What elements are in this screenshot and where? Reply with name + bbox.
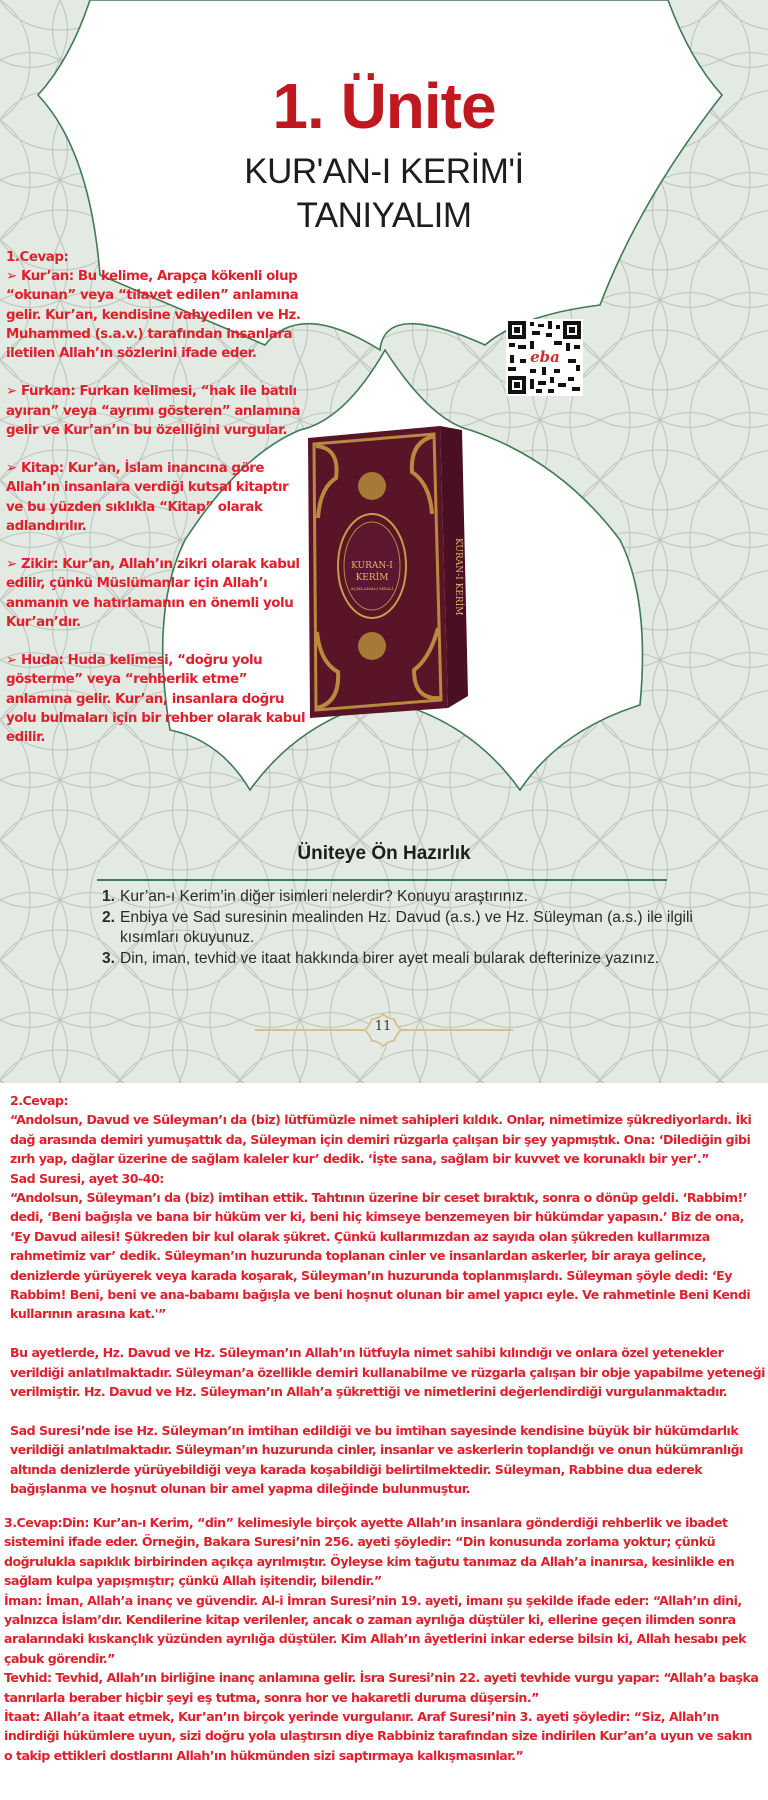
bullet-arrow-icon: ➢ (6, 557, 17, 573)
spacer (10, 1401, 766, 1420)
answer-3-tevhid: Tevhid: Tevhid, Allah’ın birliğine inanç anlamına gelir. İsra Suresi’nin 22. ayeti tevhide vurgu yapar: “Allah’a başka tanrılarla beraber hiçbir şeyi eş tutma, sonra hor ve hakaretli duruma düşersin.” (4, 1670, 759, 1705)
answer-3-iman: İman: İman, Allah’a inanç ve güvendir. Al-i İmran Suresi’nin 19. ayeti, imanı şu şekilde ifade eder: “Allah’ın dini, yalnızca İslam’dır. Kendilerine kitap verilenler, ancak o zaman ayrılığa düştüler ki, ellerine geçen ilimden sonra aralarındaki kıskançlık yüzünden ayrılığa düştüler. Kim Allah’ın âyetlerini inkar ederse bilsin ki, Allah hesabı pek çabuk görendir.” (4, 1592, 746, 1666)
svg-text:AÇIKLAMALI MEALİ: AÇIKLAMALI MEALİ (350, 586, 394, 591)
answer-1-item: ➢ Kitap: Kur’an, İslam inancına göre Allah’ın insanlara verdiği kutsal kitaptır ve bu yüzden sıklıkla “Kitap” olarak adlandırılır. (6, 461, 289, 534)
answer-2-paragraph-2: Sad Suresi’nde ise Hz. Süleyman’ın imtihan edildiği ve bu imtihan sayesinde kendisine büyük bir hükümdarlık verildiği anlatılmaktadır. Süleyman’ın huzurunda cinler, insanlar ve askerlerin toplandığı ve onun hükümranlığı altında denizlerde yürüyebildiği veya karada koşabildiği belirtilmektedir. Süleyman, Rabbine dua ederek bağışlanma ve hoşnut olunan bir amel yapma dileğinde bulunmuştur. (10, 1422, 743, 1497)
preparation-list (102, 887, 702, 969)
page-number: 11 (374, 1019, 392, 1034)
spacer (10, 1324, 766, 1343)
answer-1-heading: 1.Cevap: (6, 250, 69, 265)
answer-3-itaat: İtaat: Allah’a itaat etmek, Kur’an’ın birçok yerinde vurgulanır. Araf Suresi’nin 3. ayeti şöyledir: “Siz, Allah’ın indirdiği hükümlere uyun, sizi doğru yola ulaştırsın diye Rabbiniz tarafından size indirilen Kur’an’a uyun ve sakın o takip ettikleri dostlarını Allah’ın hükmünden sizi saptırmaya kalkışmasınlar.” (4, 1709, 752, 1763)
answer-1-item: ➢ Kur’an: Bu kelime, Arapça kökenli olup “okunan” veya “tilavet edilen” anlamına gelir. Kur’an, kendisine vahyedilen ve Hz. Muhammed (s.a.v.) tarafından insanlara iletilen Allah’ın sözlerini ifade eder. (6, 269, 301, 362)
svg-text:eba: eba (530, 348, 560, 366)
svg-text:KERİM: KERİM (355, 573, 389, 583)
preparation-divider (97, 879, 667, 881)
preparation-item: 2. Enbiya ve Sad suresinin mealinden Hz. Davud (a.s.) ve Hz. Süleyman (a.s.) ile ilgili kısımları okuyunuz. (102, 908, 693, 946)
answer-1-item: ➢ Huda: Huda kelimesi, “doğru yolu gösterme” veya “rehberlik etme” anlamına gelir. Kur’an, insanlara doğru yolu bulmaları için bir rehber olarak kabul edilir. (6, 653, 306, 746)
answer-1-item: ➢ Zikir: Kur’an, Allah’ın zikri olarak kabul edilir, çünkü Müslümanlar için Allah’ı anmanın ve hatırlamanın en önemli yolu Kur’an’dır. (6, 557, 300, 630)
answer-1 (6, 248, 306, 766)
preparation-item: 1. Kur’an-ı Kerim’in diğer isimleri nelerdir? Konuyu araştırınız. (102, 888, 528, 905)
answer-2-paragraph-1: Bu ayetlerde, Hz. Davud ve Hz. Süleyman’ın Allah’ın lütfuyla nimet sahibi kılındığı ve onlara özel yetenekler verildiği anlatılmaktadır. Süleyman’a özellikle demiri kullanabilme ve rüzgarla çalışan bir obje yapabilme yeteneği verilmiştir. Hz. Davud ve Hz. Süleyman’ın Allah’a şükrettiği ve nimetlerini değerlendirdiği vurgulanmaktadır. (10, 1345, 765, 1400)
answer-2-heading: 2.Cevap: (10, 1093, 69, 1108)
answer-2-quote-1: “Andolsun, Davud ve Süleyman’ı da (biz) lütfümüzle nimet sahipleri kıldık. Onlar, nimetimize şükrediyorlardı. İki dağ arasında demiri yumuşattık da, Süleyman için demiri rüzgarla çalışan bir şey yapmıştık. Ona: ‘Dilediğin gibi zırh yap, dağlar üzerine de sağlam kaleler kur’ dedik. ‘İşte sana, sağlam bir kuvvet ve korunaklı bir yer’.” (10, 1112, 752, 1167)
bullet-arrow-icon: ➢ (6, 461, 17, 477)
unit-title: 1. Ünite (272, 70, 496, 142)
svg-text:KURAN-I KERİM: KURAN-I KERİM (453, 538, 463, 616)
unit-subtitle-line1: KUR'AN-I KERİM'İ (244, 152, 524, 191)
unit-subtitle-line2: TANIYALIM (296, 196, 472, 235)
preparation-title: Üniteye Ön Hazırlık (297, 843, 471, 864)
answer-2-quote-2: “Andolsun, Süleyman’ı da (biz) imtihan ettik. Tahtının üzerine bir ceset bıraktık, sonra o dönüp geldi. ‘Rabbim!’ dedi, ‘Beni bağışla ve bana bir hüküm ver ki, beni hiç kimseye benzemeyen bir hükümdar yapasın.’ Biz de ona, ‘Ey Davud ailesi! Şükreden bir kul olarak şükret. Çünkü kullarımızdan az sayıda olan şükreden kullarımıza rahmetimiz var’ dedik. Süleyman’ın huzurunda toplanan cinler ve insanlardan askerler, bir araya gelince, denizlerde yürüyerek veya karada koşarak, Süleyman’ın huzurunda toplanmışlardı. Süleyman şöyle dedi: ‘Ey Rabbim! Beni, beni ve ana-babamı bağışla ve beni hoşnut olunan bir amel yapıcı eyle. Ve rahmetinle Beni Kendi kullarının arasına kat.'” (10, 1190, 751, 1322)
preparation-item: 3. Din, iman, tevhid ve itaat hakkında birer ayet meali bularak defterinize yazınız. (102, 949, 660, 967)
unit-subtitle (0, 150, 768, 238)
answer-3-din: 3.Cevap:Din: Kur’an-ı Kerim, “din” kelimesiyle birçok ayette Allah’ın insanlara gönderdiği rehberlik ve ibadet sistemini ifade eder. Örneğin, Bakara Suresi’nin 256. ayeti şöyledir: “Din konusunda zorlama yoktur; çünkü doğrulukla sapıklık birbirinden açıkça ayrılmıştır. Öyleyse kim tağutu tanımaz da Allah’a inanırsa, kesinlikle en sağlam kulpa yapışmıştır; çünkü Allah işitendir, bilendir.” (4, 1515, 735, 1589)
svg-text:KURAN-I: KURAN-I (351, 561, 393, 571)
bullet-arrow-icon: ➢ (6, 384, 17, 400)
answer-3 (4, 1513, 760, 1765)
answer-2 (10, 1091, 766, 1499)
page-number-ornament (0, 1010, 768, 1050)
qr-code-icon[interactable] (506, 319, 583, 396)
quran-book-image (300, 418, 470, 718)
bullet-arrow-icon: ➢ (6, 269, 17, 285)
answer-2-source: Sad Suresi, ayet 30-40: (10, 1170, 164, 1186)
answer-1-item: ➢ Furkan: Furkan kelimesi, “hak ile batılı ayıran” veya “ayrımı gösteren” anlamına gelir ve Kur’an’ın bu özelliğini vurgular. (6, 384, 301, 438)
bullet-arrow-icon: ➢ (6, 653, 17, 669)
